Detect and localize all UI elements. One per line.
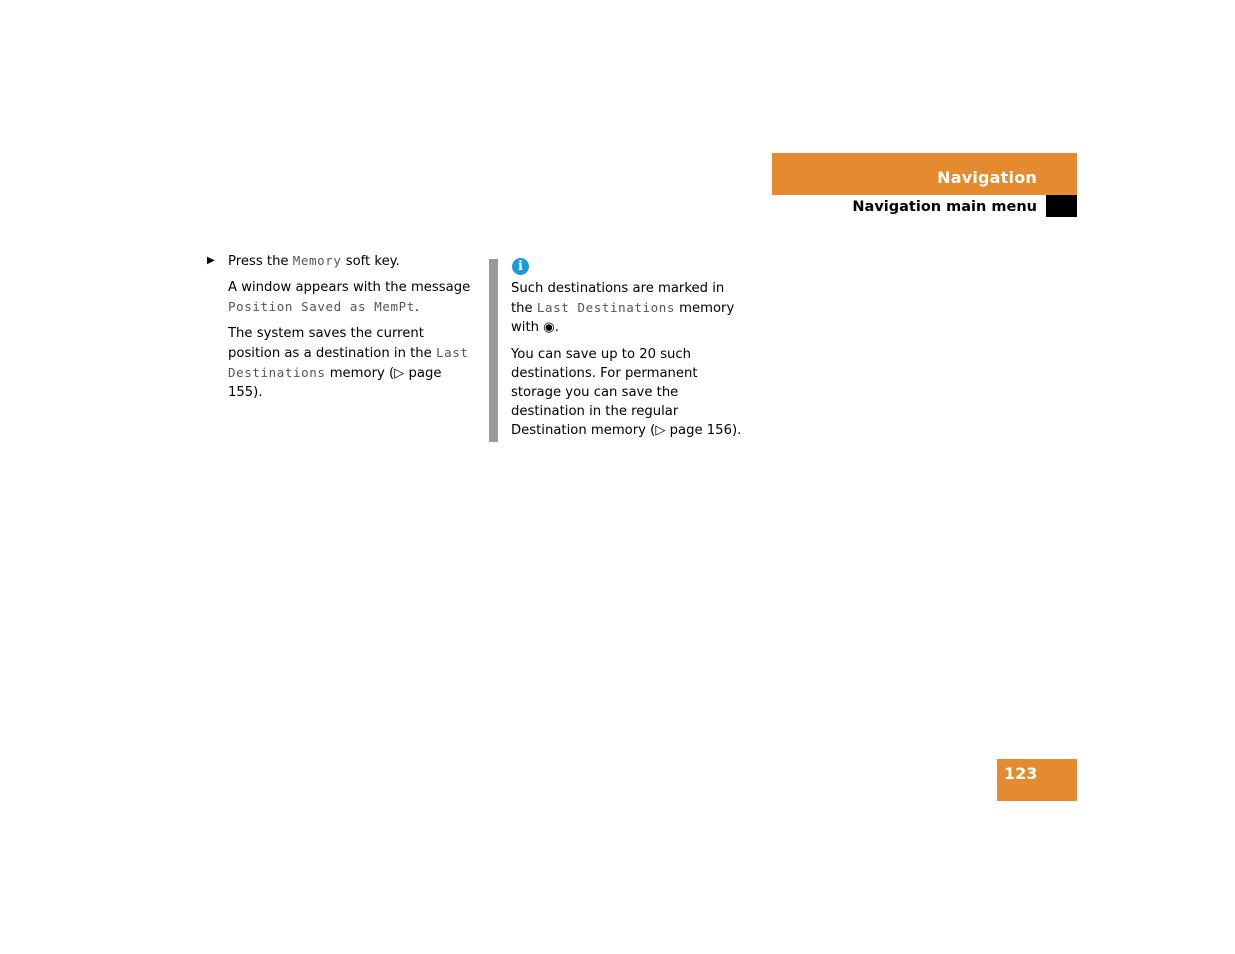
- info-box-bar: [489, 259, 498, 442]
- display-message: Position Saved as MemPt: [228, 299, 415, 314]
- marker-symbol-icon: ◉: [543, 320, 555, 335]
- page-reference: page 155).: [228, 366, 442, 400]
- result-paragraph: A window appears with the message Position Saved as MemPt.: [228, 280, 471, 315]
- info-paragraph: Such destinations are marked in the Last Destinations memory with ◉.: [511, 281, 735, 335]
- instruction-column: [207, 251, 477, 409]
- result-paragraph: The system saves the current position as a destination in the Last Destinations memory (▷ page 155).: [228, 326, 469, 400]
- section-title: Navigation: [937, 168, 1037, 187]
- softkey-label: Memory: [292, 253, 342, 268]
- page-number-box: [997, 759, 1077, 801]
- section-header-bar: [772, 153, 1077, 195]
- info-paragraph: You can save up to 20 such destinations. For permanent storage you can save the destination in the regular Destination memory (▷ page 156).: [511, 347, 742, 438]
- page-ref-arrow-icon: ▷: [394, 366, 405, 381]
- bullet-arrow-icon: ▶: [207, 255, 215, 266]
- info-icon: i: [512, 258, 529, 275]
- page-reference: page 156).: [665, 423, 742, 438]
- subsection-title: Navigation main menu: [852, 199, 1037, 215]
- page-ref-arrow-icon: ▷: [655, 423, 666, 438]
- info-box-text: [511, 279, 746, 448]
- menu-name: Last Destinations: [536, 300, 675, 315]
- menu-name: Last Destinations: [228, 345, 469, 380]
- page-number: 123: [1004, 764, 1038, 783]
- thumb-tab-marker: [1046, 195, 1077, 217]
- instruction-step: ▶ Press the Memory soft key.: [207, 253, 400, 269]
